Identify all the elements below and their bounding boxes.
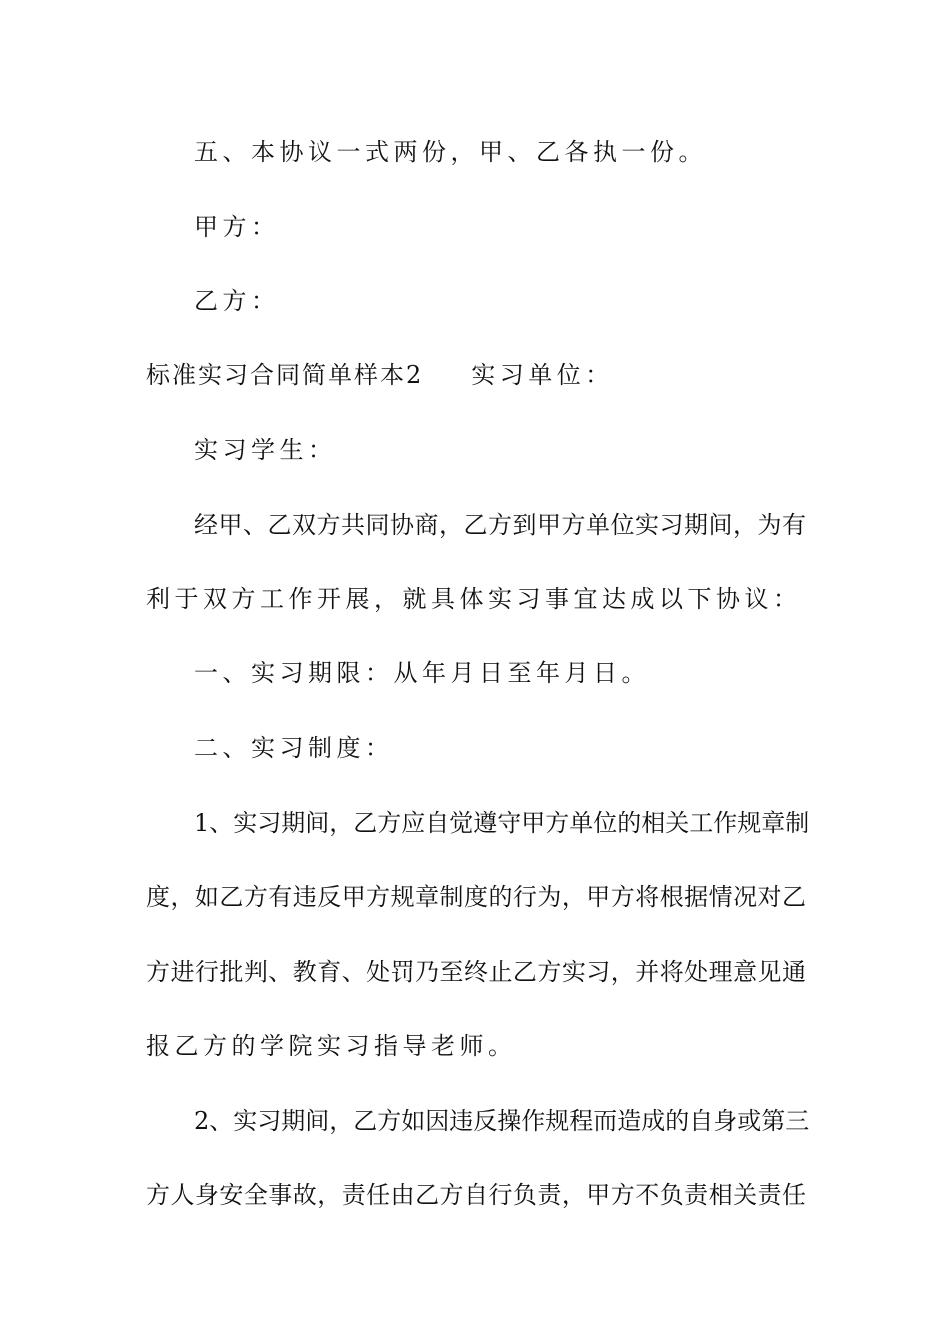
party-b-label: 乙方： bbox=[194, 287, 280, 315]
clause-two-heading: 二、实习制度： bbox=[194, 734, 394, 762]
clause-one-period: 一、实习期限：从年月日至年月日。 bbox=[194, 659, 650, 687]
preamble-line-1: 经甲、乙双方共同协商，乙方到甲方单位实习期间，为有 bbox=[194, 511, 806, 539]
rule-2-line-1: 2、实习期间，乙方如因违反操作规程而造成的自身或第三 bbox=[194, 1107, 810, 1135]
preamble-line-2: 利于双方工作开展，就具体实习事宜达成以下协议： bbox=[146, 585, 802, 613]
section-title-line bbox=[146, 358, 806, 392]
rule-1-line-2: 度，如乙方有违反甲方规章制度的行为，甲方将根据情况对乙 bbox=[146, 883, 806, 911]
rule-1-line-4: 报乙方的学院实习指导老师。 bbox=[146, 1032, 517, 1060]
rule-2-line-2: 方人身安全事故，责任由乙方自行负责，甲方不负责相关责任 bbox=[146, 1181, 806, 1209]
rule-1-line-3: 方进行批判、教育、处罚乃至终止乙方实习，并将处理意见通 bbox=[146, 958, 806, 986]
section-title: 标准实习合同简单样本2 bbox=[146, 361, 424, 389]
rule-1-line-1: 1、实习期间，乙方应自觉遵守甲方单位的相关工作规章制 bbox=[194, 809, 810, 837]
paragraph-clause-five: 五、本协议一式两份，甲、乙各执一份。 bbox=[194, 138, 707, 166]
intern-unit-label: 实习单位： bbox=[471, 361, 614, 389]
intern-student-label: 实习学生： bbox=[194, 436, 337, 464]
party-a-label: 甲方： bbox=[194, 213, 280, 241]
